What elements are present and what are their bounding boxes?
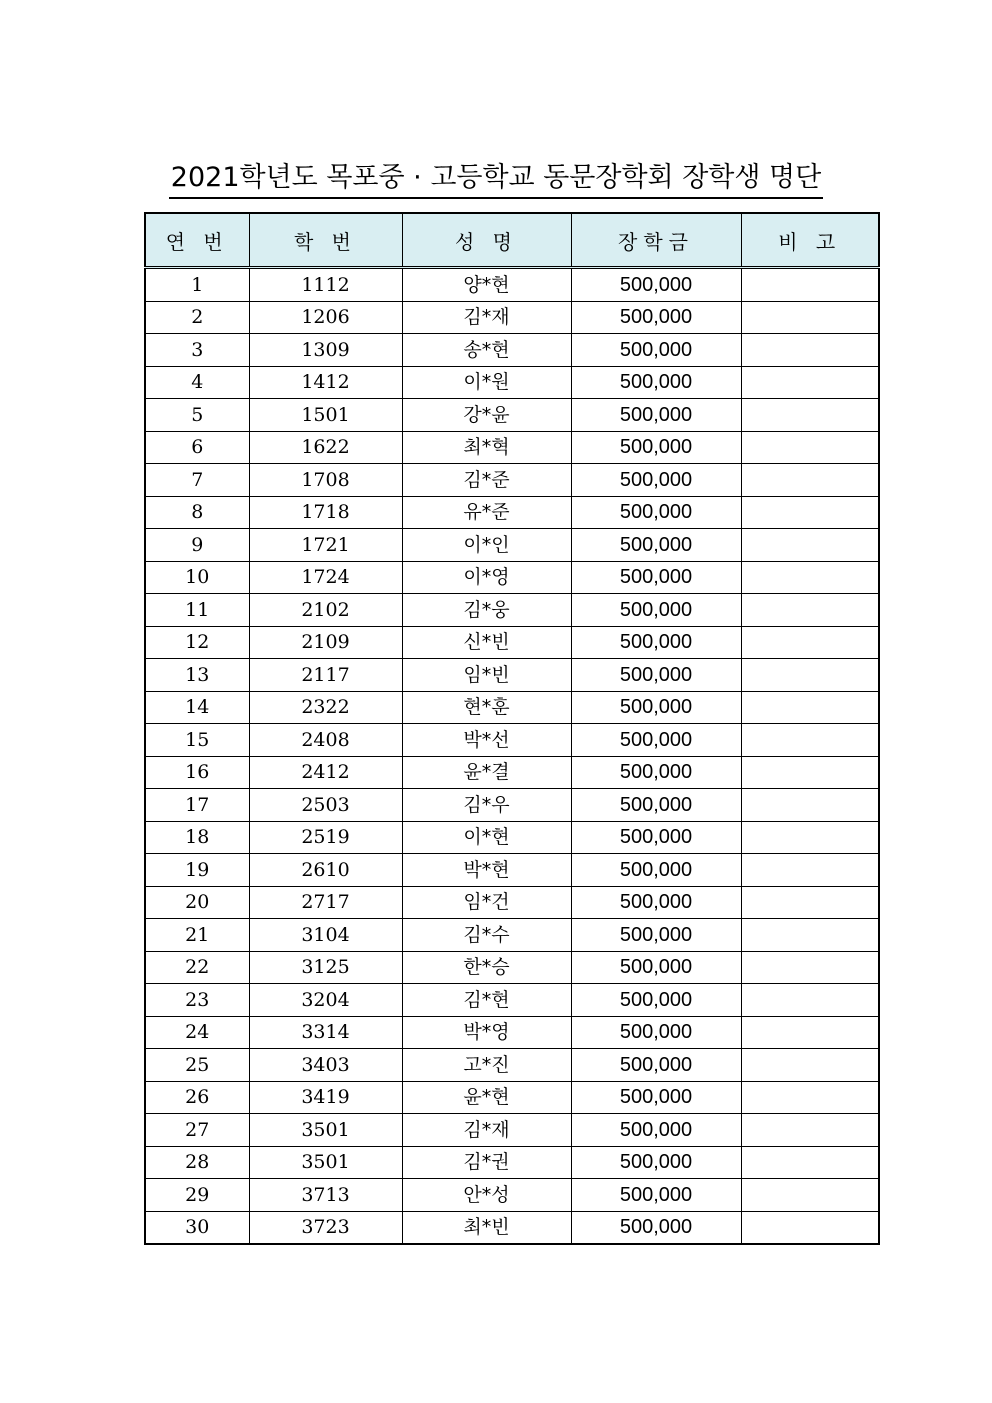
cell-student-id: 2503 <box>249 789 402 822</box>
cell-no: 7 <box>145 464 249 497</box>
cell-amount: 500,000 <box>571 854 741 887</box>
cell-amount: 500,000 <box>571 659 741 692</box>
table-row <box>145 854 879 887</box>
cell-remarks <box>741 1179 879 1212</box>
header-remarks: 비 고 <box>741 213 879 268</box>
cell-remarks <box>741 756 879 789</box>
cell-amount: 500,000 <box>571 268 741 302</box>
table-row <box>145 1049 879 1082</box>
cell-remarks <box>741 1049 879 1082</box>
cell-no: 5 <box>145 399 249 432</box>
cell-remarks <box>741 399 879 432</box>
cell-name: 이*원 <box>402 366 571 399</box>
table-row <box>145 301 879 334</box>
cell-student-id: 1112 <box>249 268 402 302</box>
cell-no: 19 <box>145 854 249 887</box>
cell-remarks <box>741 789 879 822</box>
cell-no: 14 <box>145 691 249 724</box>
cell-remarks <box>741 919 879 952</box>
cell-remarks <box>741 1211 879 1244</box>
cell-no: 10 <box>145 561 249 594</box>
cell-amount: 500,000 <box>571 334 741 367</box>
cell-student-id: 2610 <box>249 854 402 887</box>
table-body <box>145 268 879 1245</box>
table-row <box>145 1081 879 1114</box>
cell-student-id: 2408 <box>249 724 402 757</box>
cell-student-id: 1501 <box>249 399 402 432</box>
cell-no: 22 <box>145 951 249 984</box>
cell-amount: 500,000 <box>571 1016 741 1049</box>
table-row <box>145 268 879 302</box>
cell-name: 임*빈 <box>402 659 571 692</box>
cell-amount: 500,000 <box>571 1114 741 1147</box>
cell-amount: 500,000 <box>571 626 741 659</box>
cell-remarks <box>741 626 879 659</box>
cell-remarks <box>741 854 879 887</box>
cell-amount: 500,000 <box>571 1179 741 1212</box>
cell-student-id: 2117 <box>249 659 402 692</box>
cell-remarks <box>741 561 879 594</box>
cell-name: 최*혁 <box>402 431 571 464</box>
cell-student-id: 2519 <box>249 821 402 854</box>
cell-no: 25 <box>145 1049 249 1082</box>
cell-student-id: 1309 <box>249 334 402 367</box>
cell-no: 8 <box>145 496 249 529</box>
cell-amount: 500,000 <box>571 1081 741 1114</box>
cell-amount: 500,000 <box>571 301 741 334</box>
cell-remarks <box>741 464 879 497</box>
table-row <box>145 334 879 367</box>
cell-remarks <box>741 984 879 1017</box>
cell-name: 안*성 <box>402 1179 571 1212</box>
cell-name: 박*영 <box>402 1016 571 1049</box>
cell-remarks <box>741 1081 879 1114</box>
cell-name: 이*현 <box>402 821 571 854</box>
cell-amount: 500,000 <box>571 366 741 399</box>
cell-name: 윤*현 <box>402 1081 571 1114</box>
cell-amount: 500,000 <box>571 496 741 529</box>
table-row <box>145 1114 879 1147</box>
scholarship-table <box>144 212 880 1245</box>
cell-remarks <box>741 886 879 919</box>
cell-no: 21 <box>145 919 249 952</box>
header-amount: 장학금 <box>571 213 741 268</box>
cell-student-id: 1724 <box>249 561 402 594</box>
cell-remarks <box>741 659 879 692</box>
cell-no: 11 <box>145 594 249 627</box>
table-row <box>145 399 879 432</box>
cell-no: 28 <box>145 1146 249 1179</box>
table-row <box>145 431 879 464</box>
cell-student-id: 3403 <box>249 1049 402 1082</box>
cell-no: 24 <box>145 1016 249 1049</box>
cell-no: 18 <box>145 821 249 854</box>
cell-remarks <box>741 529 879 562</box>
cell-amount: 500,000 <box>571 984 741 1017</box>
table-row <box>145 561 879 594</box>
header-row <box>145 213 879 268</box>
cell-no: 15 <box>145 724 249 757</box>
cell-no: 13 <box>145 659 249 692</box>
table-row <box>145 691 879 724</box>
cell-amount: 500,000 <box>571 756 741 789</box>
table-row <box>145 366 879 399</box>
table-row <box>145 659 879 692</box>
cell-no: 29 <box>145 1179 249 1212</box>
table-row <box>145 1179 879 1212</box>
cell-student-id: 3104 <box>249 919 402 952</box>
cell-student-id: 1718 <box>249 496 402 529</box>
cell-amount: 500,000 <box>571 529 741 562</box>
cell-no: 6 <box>145 431 249 464</box>
cell-amount: 500,000 <box>571 561 741 594</box>
table-row <box>145 886 879 919</box>
cell-remarks <box>741 334 879 367</box>
cell-remarks <box>741 691 879 724</box>
document-title-text: 2021학년도 목포중 · 고등학교 동문장학회 장학생 명단 <box>169 159 823 199</box>
table-row <box>145 756 879 789</box>
header-no: 연 번 <box>145 213 249 268</box>
table-row <box>145 1016 879 1049</box>
table-row <box>145 724 879 757</box>
cell-name: 신*빈 <box>402 626 571 659</box>
table-row <box>145 919 879 952</box>
cell-no: 17 <box>145 789 249 822</box>
table-row <box>145 594 879 627</box>
cell-remarks <box>741 268 879 302</box>
cell-remarks <box>741 301 879 334</box>
cell-student-id: 3314 <box>249 1016 402 1049</box>
cell-amount: 500,000 <box>571 951 741 984</box>
cell-remarks <box>741 366 879 399</box>
cell-student-id: 3723 <box>249 1211 402 1244</box>
table-row <box>145 1211 879 1244</box>
cell-amount: 500,000 <box>571 919 741 952</box>
cell-name: 최*빈 <box>402 1211 571 1244</box>
cell-student-id: 2109 <box>249 626 402 659</box>
cell-name: 박*현 <box>402 854 571 887</box>
table-row <box>145 529 879 562</box>
cell-name: 김*우 <box>402 789 571 822</box>
table-header <box>145 213 879 268</box>
cell-no: 2 <box>145 301 249 334</box>
table-row <box>145 1146 879 1179</box>
table-row <box>145 789 879 822</box>
cell-student-id: 1721 <box>249 529 402 562</box>
cell-amount: 500,000 <box>571 724 741 757</box>
cell-student-id: 3125 <box>249 951 402 984</box>
cell-student-id: 3713 <box>249 1179 402 1212</box>
cell-amount: 500,000 <box>571 399 741 432</box>
cell-name: 김*웅 <box>402 594 571 627</box>
cell-student-id: 3204 <box>249 984 402 1017</box>
cell-name: 현*훈 <box>402 691 571 724</box>
cell-amount: 500,000 <box>571 594 741 627</box>
table-row <box>145 626 879 659</box>
cell-name: 김*현 <box>402 984 571 1017</box>
cell-remarks <box>741 496 879 529</box>
cell-amount: 500,000 <box>571 789 741 822</box>
table-row <box>145 951 879 984</box>
cell-no: 1 <box>145 268 249 302</box>
cell-student-id: 3501 <box>249 1146 402 1179</box>
cell-student-id: 1206 <box>249 301 402 334</box>
cell-name: 윤*결 <box>402 756 571 789</box>
cell-remarks <box>741 821 879 854</box>
cell-remarks <box>741 1146 879 1179</box>
cell-no: 30 <box>145 1211 249 1244</box>
cell-amount: 500,000 <box>571 886 741 919</box>
cell-no: 23 <box>145 984 249 1017</box>
header-name: 성 명 <box>402 213 571 268</box>
cell-no: 16 <box>145 756 249 789</box>
cell-name: 양*현 <box>402 268 571 302</box>
cell-student-id: 2412 <box>249 756 402 789</box>
header-student-id: 학 번 <box>249 213 402 268</box>
cell-remarks <box>741 594 879 627</box>
cell-student-id: 1708 <box>249 464 402 497</box>
cell-no: 26 <box>145 1081 249 1114</box>
cell-student-id: 3419 <box>249 1081 402 1114</box>
cell-remarks <box>741 431 879 464</box>
table-row <box>145 464 879 497</box>
cell-name: 임*건 <box>402 886 571 919</box>
cell-student-id: 1412 <box>249 366 402 399</box>
cell-name: 송*현 <box>402 334 571 367</box>
cell-name: 이*인 <box>402 529 571 562</box>
table-row <box>145 496 879 529</box>
cell-name: 김*재 <box>402 1114 571 1147</box>
cell-amount: 500,000 <box>571 1211 741 1244</box>
cell-amount: 500,000 <box>571 464 741 497</box>
cell-name: 이*영 <box>402 561 571 594</box>
cell-student-id: 2322 <box>249 691 402 724</box>
cell-student-id: 1622 <box>249 431 402 464</box>
cell-amount: 500,000 <box>571 1049 741 1082</box>
cell-no: 9 <box>145 529 249 562</box>
cell-no: 12 <box>145 626 249 659</box>
cell-name: 유*준 <box>402 496 571 529</box>
cell-name: 김*수 <box>402 919 571 952</box>
cell-amount: 500,000 <box>571 431 741 464</box>
cell-remarks <box>741 724 879 757</box>
cell-student-id: 3501 <box>249 1114 402 1147</box>
cell-name: 고*진 <box>402 1049 571 1082</box>
cell-no: 4 <box>145 366 249 399</box>
cell-no: 27 <box>145 1114 249 1147</box>
table-row <box>145 821 879 854</box>
cell-name: 김*권 <box>402 1146 571 1179</box>
cell-no: 20 <box>145 886 249 919</box>
cell-remarks <box>741 1114 879 1147</box>
cell-name: 박*선 <box>402 724 571 757</box>
cell-name: 강*윤 <box>402 399 571 432</box>
cell-student-id: 2102 <box>249 594 402 627</box>
cell-remarks <box>741 1016 879 1049</box>
cell-no: 3 <box>145 334 249 367</box>
cell-remarks <box>741 951 879 984</box>
cell-amount: 500,000 <box>571 1146 741 1179</box>
cell-name: 한*승 <box>402 951 571 984</box>
table-row <box>145 984 879 1017</box>
cell-amount: 500,000 <box>571 691 741 724</box>
cell-student-id: 2717 <box>249 886 402 919</box>
document-title <box>0 158 992 199</box>
cell-name: 김*재 <box>402 301 571 334</box>
cell-name: 김*준 <box>402 464 571 497</box>
cell-amount: 500,000 <box>571 821 741 854</box>
